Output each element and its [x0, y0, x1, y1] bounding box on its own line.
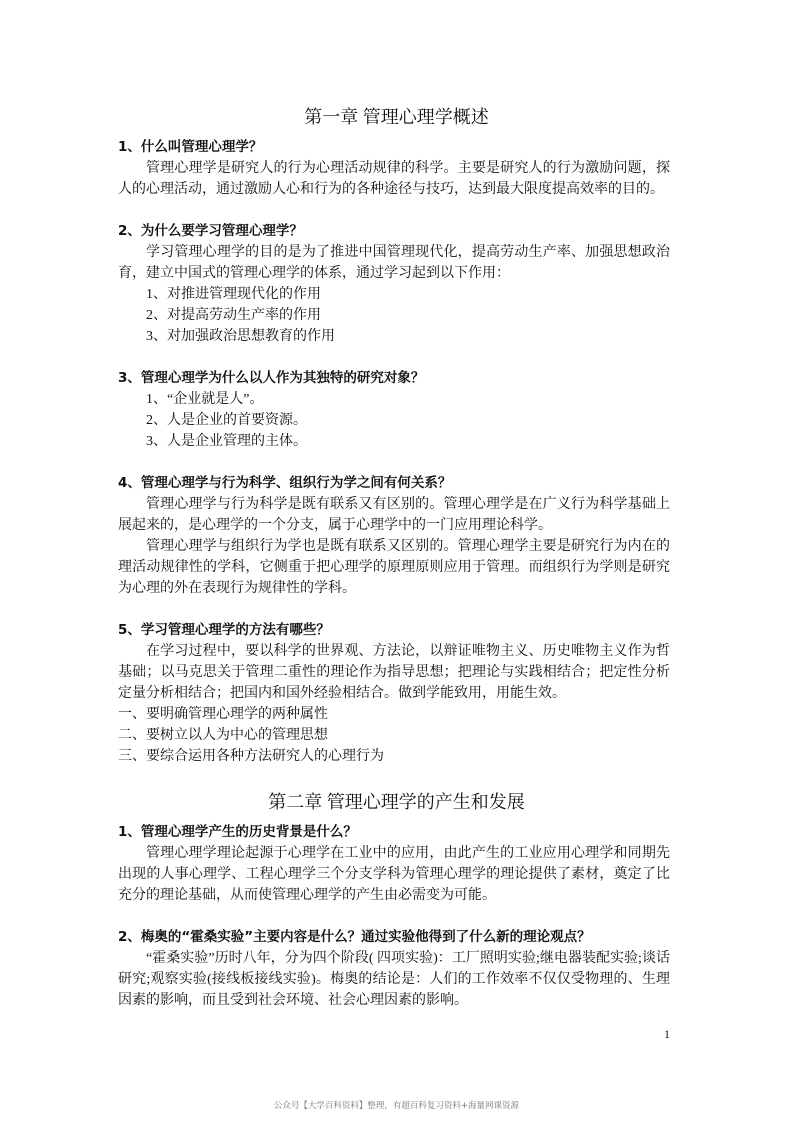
paragraph-line: 在学习过程中，要以科学的世界观、方法论，以辩证唯物主义、历史唯物主义作为哲: [146, 644, 670, 659]
question-heading: 1、什么叫管理心理学？: [118, 139, 263, 155]
paragraph-line: 育，建立中国式的管理心理学的体系，通过学习起到以下作用：: [118, 266, 510, 281]
question-heading: 3、管理心理学为什么以人作为其独特的研究对象？: [118, 370, 425, 386]
paragraph-line: “霍桑实验”历时八年，分为四个阶段( 四项实验)：工厂照明实验;继电器装配实验;谈话: [146, 951, 670, 966]
paragraph-line: 理活动规律性的学科，它侧重于把心理学的原理原则应用于管理。而组织行为学则是研究: [118, 560, 670, 575]
paragraph-line: 管理心理学理论起源于心理学在工业中的应用，由此产生的工业应用心理学和同期先: [146, 846, 670, 861]
question-heading: 2、梅奥的“霍桑实验”主要内容是什么？通过实验他得到了什么新的理论观点？: [118, 929, 591, 945]
paragraph-line: 3、对加强政治思想教育的作用: [146, 329, 335, 344]
paragraph-line: 基础；以马克思关于管理二重性的理论作为指导思想；把理论与实践相结合；把定性分析: [118, 665, 670, 680]
paragraph-line: 管理心理学是研究人的行为心理活动规律的科学。主要是研究人的行为激励问题，探: [146, 161, 670, 176]
paragraph-line: 学习管理心理学的目的是为了推进中国管理现代化，提高劳动生产率、加强思想政治: [146, 245, 670, 260]
question-heading: 1、管理心理学产生的历史背景是什么？: [118, 824, 357, 840]
paragraph-line: 2、人是企业的首要资源。: [146, 413, 307, 428]
chapter-title: 第二章 管理心理学的产生和发展: [268, 792, 525, 812]
question-heading: 4、管理心理学与行为科学、组织行为学之间有何关系？: [118, 475, 452, 491]
list-item: 一、要明确管理心理学的两种属性: [118, 707, 328, 722]
paragraph-line: 研究;观察实验(接线板接线实验)。梅奥的结论是：人们的工作效率不仅仅受物理的、生理: [118, 972, 670, 987]
list-item: 二、要树立以人为中心的管理思想: [118, 728, 328, 743]
paragraph-line: 3、人是企业管理的主体。: [146, 434, 307, 449]
paragraph-line: 定量分析相结合；把国内和国外经验相结合。做到学能致用，用能生效。: [118, 686, 566, 701]
question-heading: 5、学习管理心理学的方法有哪些？: [118, 622, 330, 638]
paragraph-line: 1、“企业就是人”。: [146, 392, 264, 407]
paragraph-line: 出现的人事心理学、工程心理学三个分支学科为管理心理学的理论提供了素材，奠定了比: [118, 867, 670, 882]
paragraph-line: 1、对推进管理现代化的作用: [146, 287, 321, 302]
list-item: 三、要综合运用各种方法研究人的心理行为: [118, 749, 384, 764]
paragraph-line: 2、对提高劳动生产率的作用: [146, 308, 321, 323]
paragraph-line: 管理心理学与组织行为学也是既有联系又区别的。管理心理学主要是研究行为内在的: [146, 539, 670, 554]
paragraph-line: 因素的影响，而且受到社会环境、社会心理因素的影响。: [118, 993, 468, 1008]
question-heading: 2、为什么要学习管理心理学？: [118, 223, 303, 239]
paragraph-line: 人的心理活动，通过激励人心和行为的各种途径与技巧，达到最大限度提高效率的目的。: [118, 182, 664, 197]
paragraph-line: 展起来的，是心理学的一个分支，属于心理学中的一门应用理论科学。: [118, 518, 552, 533]
paragraph-line: 充分的理论基础，从而使管理心理学的产生由必需变为可能。: [118, 888, 496, 903]
paragraph-line: 为心理的外在表现行为规律性的学科。: [118, 581, 356, 596]
page-number: 1: [664, 1027, 670, 1041]
chapter-title: 第一章 管理心理学概述: [304, 107, 489, 127]
paragraph-line: 管理心理学与行为科学是既有联系又有区别的。管理心理学是在广义行为科学基础上: [146, 497, 670, 512]
footer-watermark: 公众号【大学百科资料】整理，有超百科复习资料+海量网课资源: [273, 1101, 520, 1111]
